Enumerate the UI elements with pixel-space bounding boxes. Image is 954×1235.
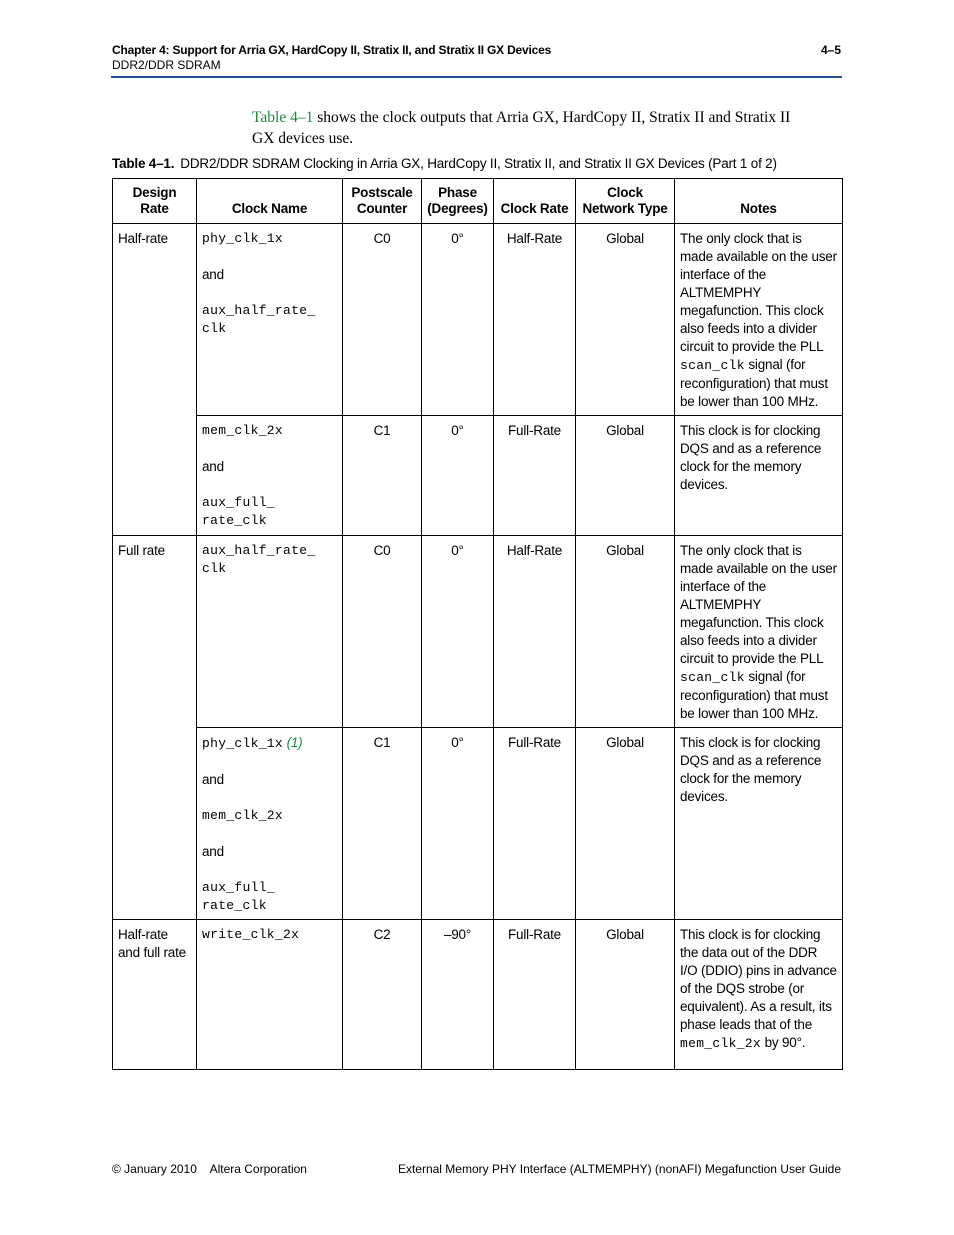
intro-paragraph bbox=[252, 107, 812, 149]
page-number: 4–5 bbox=[820, 43, 841, 57]
network-cell: Global bbox=[576, 536, 675, 728]
notes-cell: The only clock that is made available on the user interface of the ALTMEMPHY megafunction. This clock also feeds into a divider circuit to provide the PLL scan_clk signal (for reconfiguration) that must be lower than 100 MHz. bbox=[675, 536, 843, 728]
counter-cell: C0 bbox=[343, 224, 422, 416]
design-rate-cell-empty bbox=[113, 416, 197, 536]
network-cell: Global bbox=[576, 224, 675, 416]
design-rate-cell: Full rate bbox=[113, 536, 197, 728]
clock-rate-cell: Full-Rate bbox=[494, 920, 576, 1070]
clock-rate-cell: Half-Rate bbox=[494, 536, 576, 728]
network-cell: Global bbox=[576, 728, 675, 920]
table-header-row bbox=[113, 179, 843, 224]
table-caption bbox=[112, 156, 777, 171]
header-phase: Phase (Degrees) bbox=[422, 179, 494, 224]
clock-name-cell: phy_clk_1x (1) and mem_clk_2x and aux_full_ rate_clk bbox=[197, 728, 343, 920]
table-caption-label: Table 4–1. bbox=[112, 156, 175, 171]
notes-cell: This clock is for clocking DQS and as a reference clock for the memory devices. bbox=[675, 416, 843, 536]
table-row bbox=[113, 920, 843, 1070]
footnote-ref[interactable]: (1) bbox=[286, 735, 303, 750]
header-clock-rate: Clock Rate bbox=[494, 179, 576, 224]
network-cell: Global bbox=[576, 416, 675, 536]
clock-rate-cell: Full-Rate bbox=[494, 416, 576, 536]
clock-rate-cell: Half-Rate bbox=[494, 224, 576, 416]
table-link[interactable]: Table 4–1 bbox=[252, 109, 314, 126]
section-title: DDR2/DDR SDRAM bbox=[112, 58, 221, 72]
clocking-table bbox=[112, 178, 843, 1070]
phase-cell: 0° bbox=[422, 536, 494, 728]
counter-cell: C1 bbox=[343, 728, 422, 920]
clock-name-cell: phy_clk_1x and aux_half_rate_ clk bbox=[197, 224, 343, 416]
header-rule bbox=[111, 76, 842, 78]
clock-name-cell: write_clk_2x bbox=[197, 920, 343, 1070]
header-design-rate: Design Rate bbox=[113, 179, 197, 224]
footer-copyright: © January 2010 Altera Corporation bbox=[112, 1162, 307, 1176]
table-row bbox=[113, 536, 843, 728]
phase-cell: 0° bbox=[422, 416, 494, 536]
phase-cell: –90° bbox=[422, 920, 494, 1070]
header-clock-network: Clock Network Type bbox=[576, 179, 675, 224]
table-caption-text: DDR2/DDR SDRAM Clocking in Arria GX, HardCopy II, Stratix II, and Stratix II GX Devices (Part 1 of 2) bbox=[180, 156, 777, 171]
counter-cell: C2 bbox=[343, 920, 422, 1070]
design-rate-cell-empty bbox=[113, 728, 197, 920]
counter-cell: C1 bbox=[343, 416, 422, 536]
design-rate-cell: Half-rate bbox=[113, 224, 197, 416]
header-clock-name: Clock Name bbox=[197, 179, 343, 224]
notes-cell: The only clock that is made available on the user interface of the ALTMEMPHY megafunction. This clock also feeds into a divider circuit to provide the PLL scan_clk signal (for reconfiguration) that must be lower than 100 MHz. bbox=[675, 224, 843, 416]
design-rate-cell: Half-rate and full rate bbox=[113, 920, 197, 1070]
counter-cell: C0 bbox=[343, 536, 422, 728]
table-row bbox=[113, 728, 843, 920]
clock-name-cell: mem_clk_2x and aux_full_ rate_clk bbox=[197, 416, 343, 536]
clock-rate-cell: Full-Rate bbox=[494, 728, 576, 920]
table-row bbox=[113, 416, 843, 536]
header-notes: Notes bbox=[675, 179, 843, 224]
clock-name-cell: aux_half_rate_ clk bbox=[197, 536, 343, 728]
phase-cell: 0° bbox=[422, 728, 494, 920]
footer-guide-title: External Memory PHY Interface (ALTMEMPHY) (nonAFI) Megafunction User Guide bbox=[397, 1162, 841, 1176]
chapter-title: Chapter 4: Support for Arria GX, HardCopy II, Stratix II, and Stratix II GX Devices bbox=[112, 43, 552, 57]
table-row bbox=[113, 224, 843, 416]
phase-cell: 0° bbox=[422, 224, 494, 416]
network-cell: Global bbox=[576, 920, 675, 1070]
intro-text: shows the clock outputs that Arria GX, HardCopy II, Stratix II and Stratix II GX devices use. bbox=[252, 109, 791, 147]
header-postscale-counter: Postscale Counter bbox=[343, 179, 422, 224]
notes-cell: This clock is for clocking DQS and as a reference clock for the memory devices. bbox=[675, 728, 843, 920]
notes-cell: This clock is for clocking the data out of the DDR I/O (DDIO) pins in advance of the DQS strobe (or equivalent). As a result, its phase leads that of the mem_clk_2x by 90°. bbox=[675, 920, 843, 1070]
